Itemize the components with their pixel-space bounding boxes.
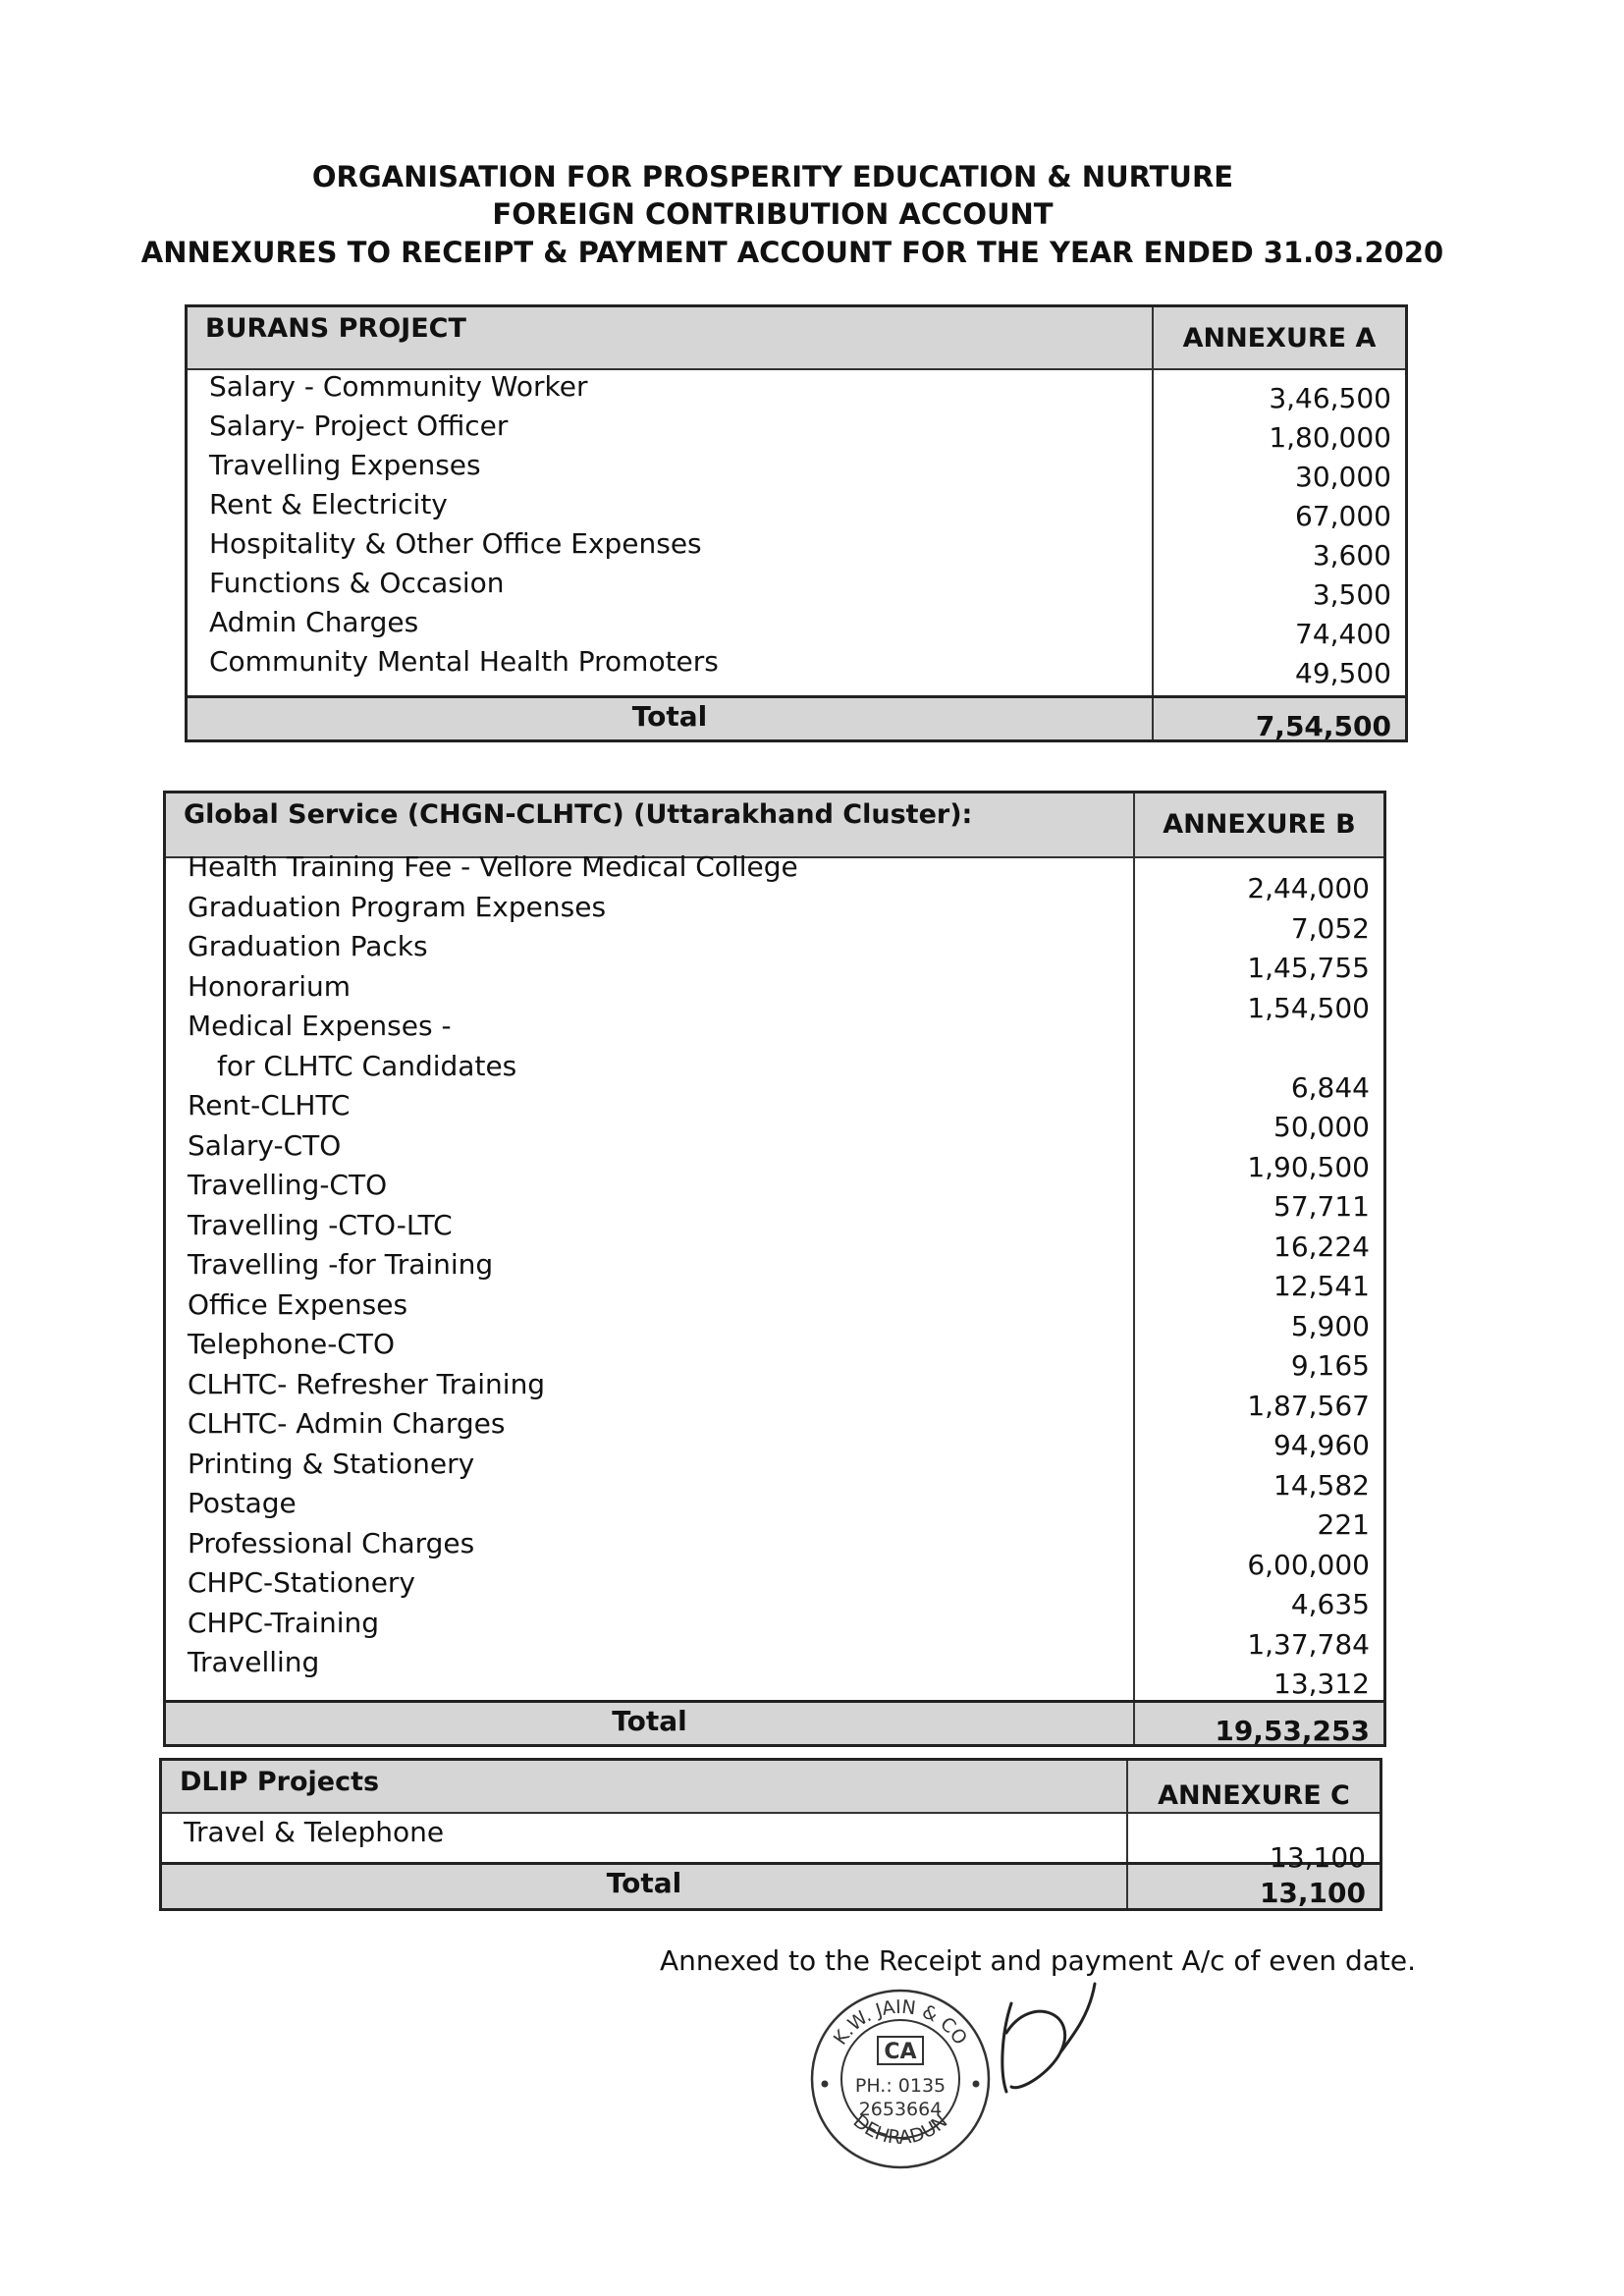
annexure-line-item (166, 1407, 1383, 1461)
line-item-amount: 14,582 (1273, 1468, 1370, 1502)
line-item-label: Travelling Expenses (209, 449, 481, 481)
stamp-top-text: K.W. JAIN & CO (829, 1995, 972, 2050)
line-item-amount: 1,80,000 (1269, 421, 1391, 454)
annexure-b-table (163, 791, 1386, 1747)
line-item-label: Hospitality & Other Office Expenses (209, 527, 702, 560)
line-item-amount: 3,500 (1312, 578, 1391, 611)
line-item-amount: 13,100 (1270, 1841, 1366, 1874)
line-item-amount: 1,54,500 (1247, 991, 1370, 1024)
annexure-b-label: ANNEXURE B (1133, 793, 1383, 856)
annexure-line-item (188, 449, 1405, 493)
annexure-line-item (166, 1367, 1383, 1422)
line-item-amount: 50,000 (1273, 1111, 1370, 1143)
line-item-amount: 3,46,500 (1269, 382, 1391, 414)
line-item-label: Postage (188, 1487, 297, 1519)
line-item-label: Travelling -CTO-LTC (188, 1208, 453, 1241)
line-item-amount: 12,541 (1273, 1270, 1370, 1302)
line-item-label: Graduation Program Expenses (188, 890, 607, 923)
signature (992, 1974, 1100, 2111)
annexure-line-item (188, 488, 1405, 532)
annexure-a-label: ANNEXURE A (1152, 307, 1405, 368)
annexure-c-table (159, 1758, 1382, 1911)
annexure-line-item (166, 1328, 1383, 1382)
annexure-line-item (166, 1128, 1383, 1183)
line-item-label: Honorarium (188, 969, 352, 1003)
line-item-label: Health Training Fee - Vellore Medical College (188, 850, 798, 883)
line-item-label: Telephone-CTO (188, 1328, 395, 1360)
line-item-amount: 49,500 (1295, 657, 1391, 689)
line-item-label: Printing & Stationery (188, 1447, 475, 1480)
line-item-amount: 1,45,755 (1247, 952, 1370, 984)
annexure-b-title: Global Service (CHGN-CLHTC) (Uttarakhand Cluster): (184, 799, 973, 830)
annexure-a-header (188, 307, 1405, 370)
annexure-line-item (166, 1566, 1383, 1620)
line-item-label: Salary- Project Officer (209, 410, 509, 442)
annexure-c-total-label: Total (606, 1867, 682, 1899)
annexure-line-item (166, 930, 1383, 984)
annexure-c-total-row (162, 1862, 1380, 1908)
line-item-label: CHPC-Stationery (188, 1566, 415, 1599)
annexure-line-item (166, 1526, 1383, 1581)
line-item-amount: 30,000 (1295, 461, 1391, 493)
annexure-a-table (185, 304, 1408, 742)
line-item-label: Professional Charges (188, 1526, 475, 1559)
line-item-amount: 5,900 (1290, 1309, 1370, 1342)
line-item-label: Salary - Community Worker (209, 370, 588, 403)
annexure-line-item (188, 370, 1405, 414)
annexure-c-label: ANNEXURE C (1126, 1761, 1380, 1812)
line-item-amount: 13,312 (1273, 1667, 1370, 1700)
line-item-label: Admin Charges (209, 606, 419, 638)
line-item-amount: 57,711 (1273, 1190, 1370, 1223)
annexure-line-item (166, 969, 1383, 1024)
line-item-label: Travelling-CTO (188, 1169, 388, 1201)
line-item-amount: 67,000 (1295, 500, 1391, 532)
line-item-label: Salary-CTO (188, 1128, 342, 1162)
line-item-label: Rent-CLHTC (188, 1089, 351, 1121)
line-item-amount: 1,87,567 (1247, 1389, 1370, 1422)
annexed-note: Annexed to the Receipt and payment A/c of even date. (660, 1944, 1417, 1977)
annexure-line-item (188, 410, 1405, 454)
line-item-label: Rent & Electricity (209, 488, 448, 520)
line-item-amount: 9,165 (1290, 1349, 1370, 1382)
stamp-phone-line1: PH.: 0135 (854, 2075, 947, 2097)
line-item-amount: 6,00,000 (1247, 1548, 1370, 1581)
annexure-c-title: DLIP Projects (180, 1767, 380, 1797)
annexure-line-item (162, 1816, 1380, 1874)
annexure-c-header (162, 1761, 1380, 1814)
annexure-title-heading: ANNEXURES TO RECEIPT & PAYMENT ACCOUNT FOR THE YEAR ENDED 31.03.2020 (140, 236, 1444, 269)
line-item-amount: 6,844 (1290, 1070, 1370, 1104)
annexure-line-item (166, 1169, 1383, 1223)
line-item-amount: 2,44,000 (1247, 872, 1370, 904)
annexure-line-item (166, 1487, 1383, 1541)
stamp-bottom-text: DEHRADUN (848, 2110, 952, 2150)
annexure-b-header (166, 793, 1383, 858)
line-item-label: Office Expenses (188, 1287, 408, 1321)
annexure-line-item (166, 1606, 1383, 1661)
line-item-amount: 94,960 (1273, 1429, 1370, 1461)
annexure-line-item (166, 1248, 1383, 1302)
line-item-amount: 4,635 (1290, 1588, 1370, 1620)
annexure-a-title: BURANS PROJECT (205, 313, 466, 344)
annexure-a-total-row (188, 695, 1405, 742)
annexure-line-item (188, 645, 1405, 689)
line-item-label: CLHTC- Refresher Training (188, 1367, 546, 1400)
annexure-a-total-label: Total (631, 700, 708, 733)
annexure-line-item (166, 1646, 1383, 1700)
annexure-a-total-amount: 7,54,500 (1152, 698, 1405, 739)
line-item-amount: 1,37,784 (1247, 1627, 1370, 1661)
line-item-label: Travelling (188, 1646, 320, 1678)
line-item-label: Community Mental Health Promoters (209, 645, 719, 678)
annexure-line-item (188, 527, 1405, 572)
annexure-line-item (166, 1049, 1383, 1104)
line-item-amount: 16,224 (1273, 1230, 1370, 1263)
line-item-label: Medical Expenses - (188, 1010, 452, 1042)
line-item-amount: 221 (1317, 1508, 1370, 1541)
line-item-amount: 1,90,500 (1247, 1150, 1370, 1183)
line-item-label: Functions & Occasion (209, 567, 505, 599)
line-item-amount: 74,400 (1295, 618, 1391, 650)
org-name-heading: ORGANISATION FOR PROSPERITY EDUCATION & NURTURE (311, 160, 1234, 193)
line-item-amount: 7,052 (1290, 911, 1370, 945)
stamp-phone-line2: 2653664 (858, 2099, 943, 2120)
annexure-b-total-row (166, 1700, 1383, 1747)
annexure-line-item (166, 850, 1383, 904)
annexure-line-item (166, 1089, 1383, 1143)
line-item-label: Travel & Telephone (184, 1816, 445, 1848)
annexure-line-item (188, 567, 1405, 611)
annexure-line-item (166, 890, 1383, 945)
line-item-label: Travelling -for Training (188, 1248, 494, 1281)
line-item-amount: 3,600 (1312, 539, 1391, 572)
stamp-ca-logo: CA (884, 2040, 917, 2064)
annexure-line-item (166, 1287, 1383, 1342)
annexure-c-total-amount: 13,100 (1126, 1865, 1380, 1908)
annexure-line-item (166, 1208, 1383, 1263)
line-item-label: CHPC-Training (188, 1606, 380, 1639)
annexure-line-item (166, 1447, 1383, 1502)
line-item-label: CLHTC- Admin Charges (188, 1407, 506, 1440)
account-type-heading: FOREIGN CONTRIBUTION ACCOUNT (492, 197, 1054, 231)
annexure-b-total-amount: 19,53,253 (1133, 1703, 1383, 1744)
annexure-line-item (188, 606, 1405, 650)
annexure-b-total-label: Total (612, 1705, 687, 1737)
line-item-label: for CLHTC Candidates (217, 1049, 517, 1082)
auditor-stamp (807, 1986, 994, 2172)
line-item-label: Graduation Packs (188, 930, 428, 962)
annexure-line-item (166, 1010, 1383, 1050)
